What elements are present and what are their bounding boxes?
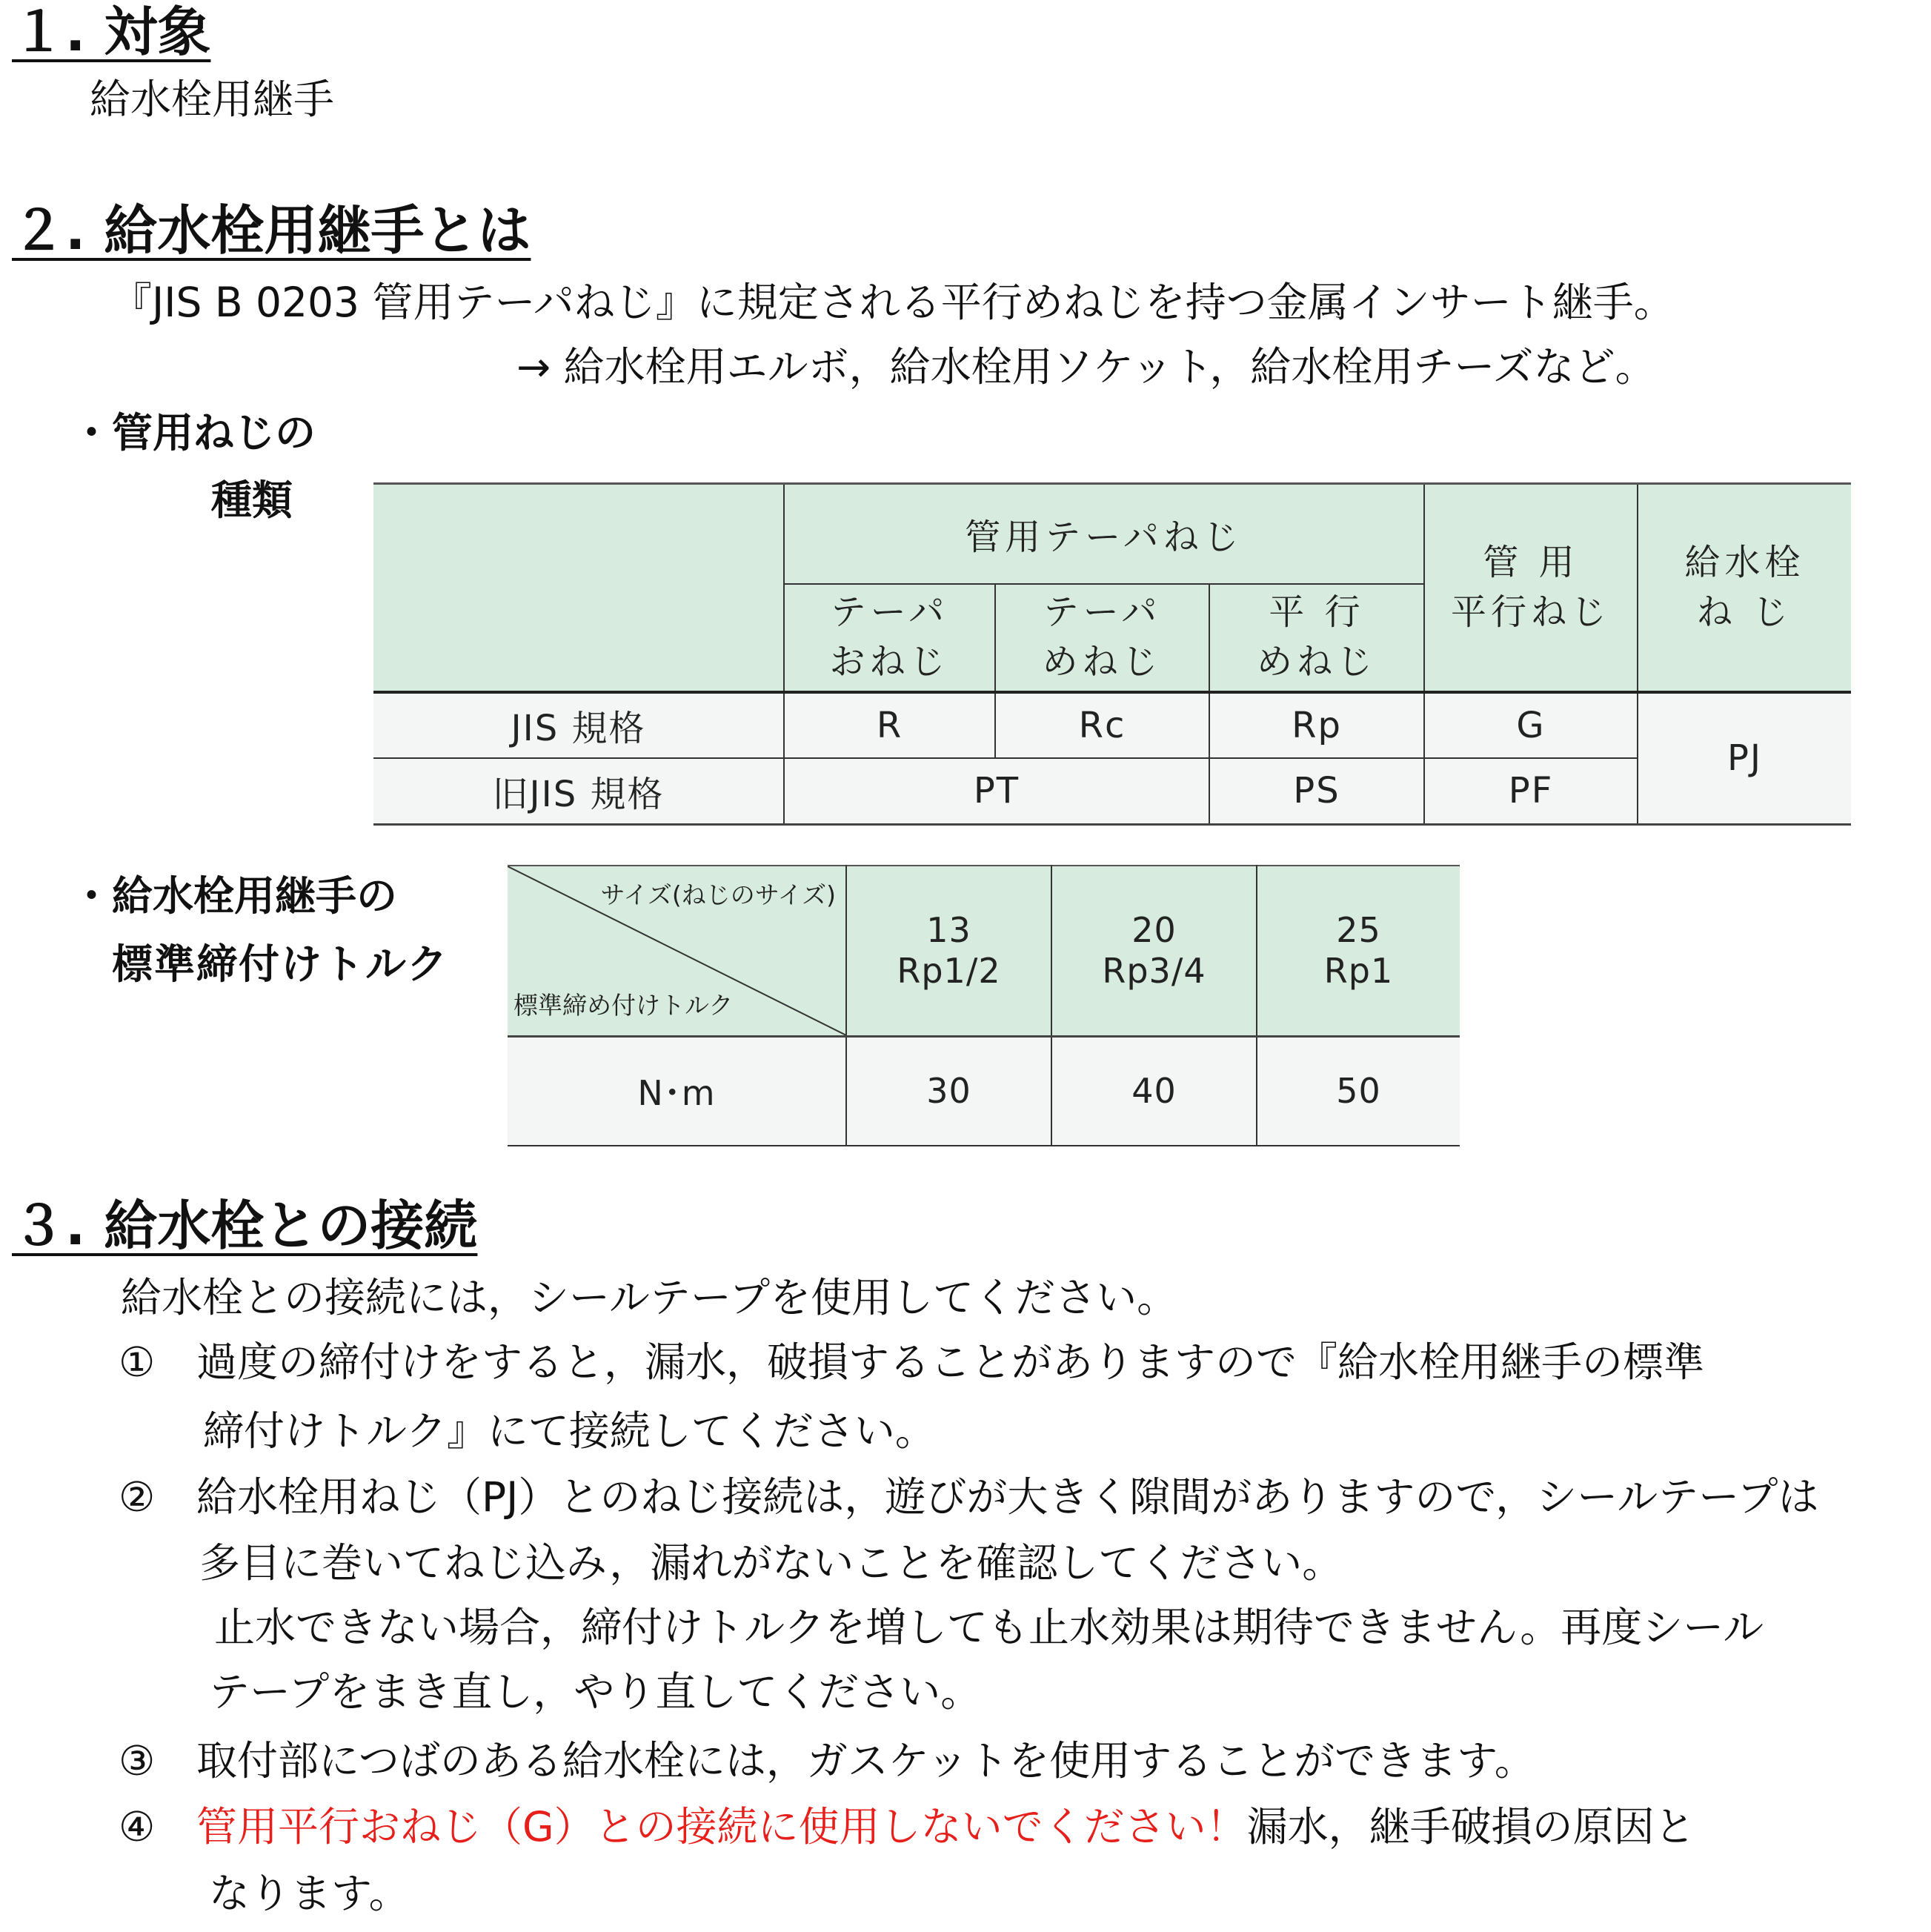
torque-unit: N･m xyxy=(508,1036,846,1146)
section-2-definition: 『JIS B 0203 管用テーパねじ』に規定される平行めねじを持つ金属インサート継手。 xyxy=(111,279,1675,326)
header-taper-group-text: 管用テーパねじ xyxy=(965,516,1243,558)
jis-parallel-female: Rp xyxy=(1209,692,1424,758)
thread-value: Rp1 xyxy=(1323,950,1394,991)
old-jis-parallel-female: PS xyxy=(1209,758,1424,825)
header-taper-male-line-2: おねじ xyxy=(829,641,950,683)
item-2-line-3: 止水できない場合，締付けトルクを増しても止水効果は期待できません。再度シール xyxy=(214,1604,1764,1651)
torque-label-line-1: ・給水栓用継手の xyxy=(71,872,398,920)
row-label-old-jis: 旧JIS 規格 xyxy=(373,758,784,825)
item-4-text: 漏水，継手破損の原因と xyxy=(1246,1803,1695,1850)
item-1-marker: ① xyxy=(119,1338,156,1386)
header-taper-female-line-1: テーパ xyxy=(1043,591,1162,633)
section-1-heading-text: １. 対象 xyxy=(12,1,211,63)
item-3-marker: ③ xyxy=(119,1737,156,1785)
item-4-line-1 xyxy=(196,1802,1695,1851)
size-column-20 xyxy=(1051,866,1257,1036)
header-pipe-parallel xyxy=(1424,484,1638,692)
header-pipe-parallel-line-1: 管 用 xyxy=(1483,541,1579,583)
corner-size-label: サイズ(ねじのサイズ) xyxy=(600,880,836,909)
size-column-25 xyxy=(1257,866,1460,1036)
size-value: 13 xyxy=(926,909,971,950)
old-jis-pipe-parallel: PF xyxy=(1424,758,1638,825)
thread-value: Rp3/4 xyxy=(1102,950,1206,991)
item-4-marker: ④ xyxy=(119,1803,156,1850)
thread-value: Rp1/2 xyxy=(897,950,1001,991)
section-3-heading xyxy=(12,1194,477,1258)
header-taper-group xyxy=(784,484,1424,584)
torque-value-20: 40 xyxy=(1051,1036,1257,1146)
section-2-examples: → 給水栓用エルボ，給水栓用ソケット，給水栓用チーズなど。 xyxy=(516,343,1656,391)
section-3-heading-text: ３. 給水栓との接続 xyxy=(12,1195,478,1257)
item-1-line-1: 過度の締付けをすると，漏水，破損することがありますので『給水栓用継手の標準 xyxy=(196,1338,1705,1386)
thread-types-label-line-2: 種類 xyxy=(211,477,293,524)
section-2-heading-text: ２. 給水栓用継手とは xyxy=(12,199,531,262)
old-jis-taper: PT xyxy=(784,758,1209,825)
size-value: 25 xyxy=(1336,909,1381,950)
size-column-13 xyxy=(846,866,1051,1036)
header-faucet-thread-line-2: ね じ xyxy=(1696,591,1793,633)
item-2-line-1: 給水栓用ねじ（PJ）とのねじ接続は，遊びが大きく隙間がありますので，シールテープは xyxy=(196,1473,1819,1521)
header-parallel-female xyxy=(1209,584,1424,692)
item-1-line-2: 締付けトルク』にて接続してください。 xyxy=(203,1407,936,1455)
header-parallel-female-line-2: めねじ xyxy=(1257,641,1377,683)
thread-types-table xyxy=(373,482,1851,826)
row-label-jis: JIS 規格 xyxy=(373,692,784,758)
header-taper-female xyxy=(995,584,1209,692)
corner-torque-label: 標準締め付けトルク xyxy=(514,990,734,1020)
size-value: 20 xyxy=(1131,909,1177,950)
header-pipe-parallel-line-2: 平行ねじ xyxy=(1451,591,1612,633)
section-1-heading xyxy=(12,0,210,64)
section-2-heading xyxy=(12,199,531,262)
torque-table-wrapper xyxy=(508,865,1460,1146)
item-2-line-4: テープをまき直し，やり直してください。 xyxy=(209,1668,982,1716)
item-2-line-2: 多目に巻いてねじ込み，漏れがないことを確認してください。 xyxy=(199,1539,1343,1587)
torque-value-13: 30 xyxy=(846,1036,1051,1146)
header-taper-male xyxy=(784,584,995,692)
torque-value-25: 50 xyxy=(1257,1036,1460,1146)
jis-taper-male: R xyxy=(784,692,995,758)
faucet-thread-code: PJ xyxy=(1638,692,1851,825)
item-4-line-2: なります。 xyxy=(209,1870,410,1917)
thread-types-label-line-1: ・管用ねじの xyxy=(71,409,316,457)
header-faucet-thread-line-1: 給水栓 xyxy=(1684,541,1805,583)
header-faucet-thread xyxy=(1638,484,1851,692)
item-2-marker: ② xyxy=(119,1473,156,1521)
header-parallel-female-line-1: 平 行 xyxy=(1269,591,1365,633)
torque-table-corner-cell xyxy=(508,866,846,1036)
section-1-subject: 給水栓用継手 xyxy=(90,76,335,123)
item-4-warning: 管用平行おねじ（G）との接続に使用しないでください！ xyxy=(196,1803,1247,1850)
header-taper-male-line-1: テーパ xyxy=(830,591,949,633)
header-taper-female-line-2: めねじ xyxy=(1042,641,1163,683)
jis-taper-female: Rc xyxy=(995,692,1209,758)
item-3-line-1: 取付部につばのある給水栓には，ガスケットを使用することができます。 xyxy=(196,1737,1535,1785)
torque-label-line-2: 標準締付けトルク xyxy=(112,940,449,988)
section-3-intro: 給水栓との接続には，シールテープを使用してください。 xyxy=(121,1274,1178,1321)
header-blank-cell xyxy=(373,484,784,692)
jis-pipe-parallel: G xyxy=(1424,692,1638,758)
thread-types-table-wrapper xyxy=(373,482,1851,826)
torque-table xyxy=(508,865,1460,1146)
